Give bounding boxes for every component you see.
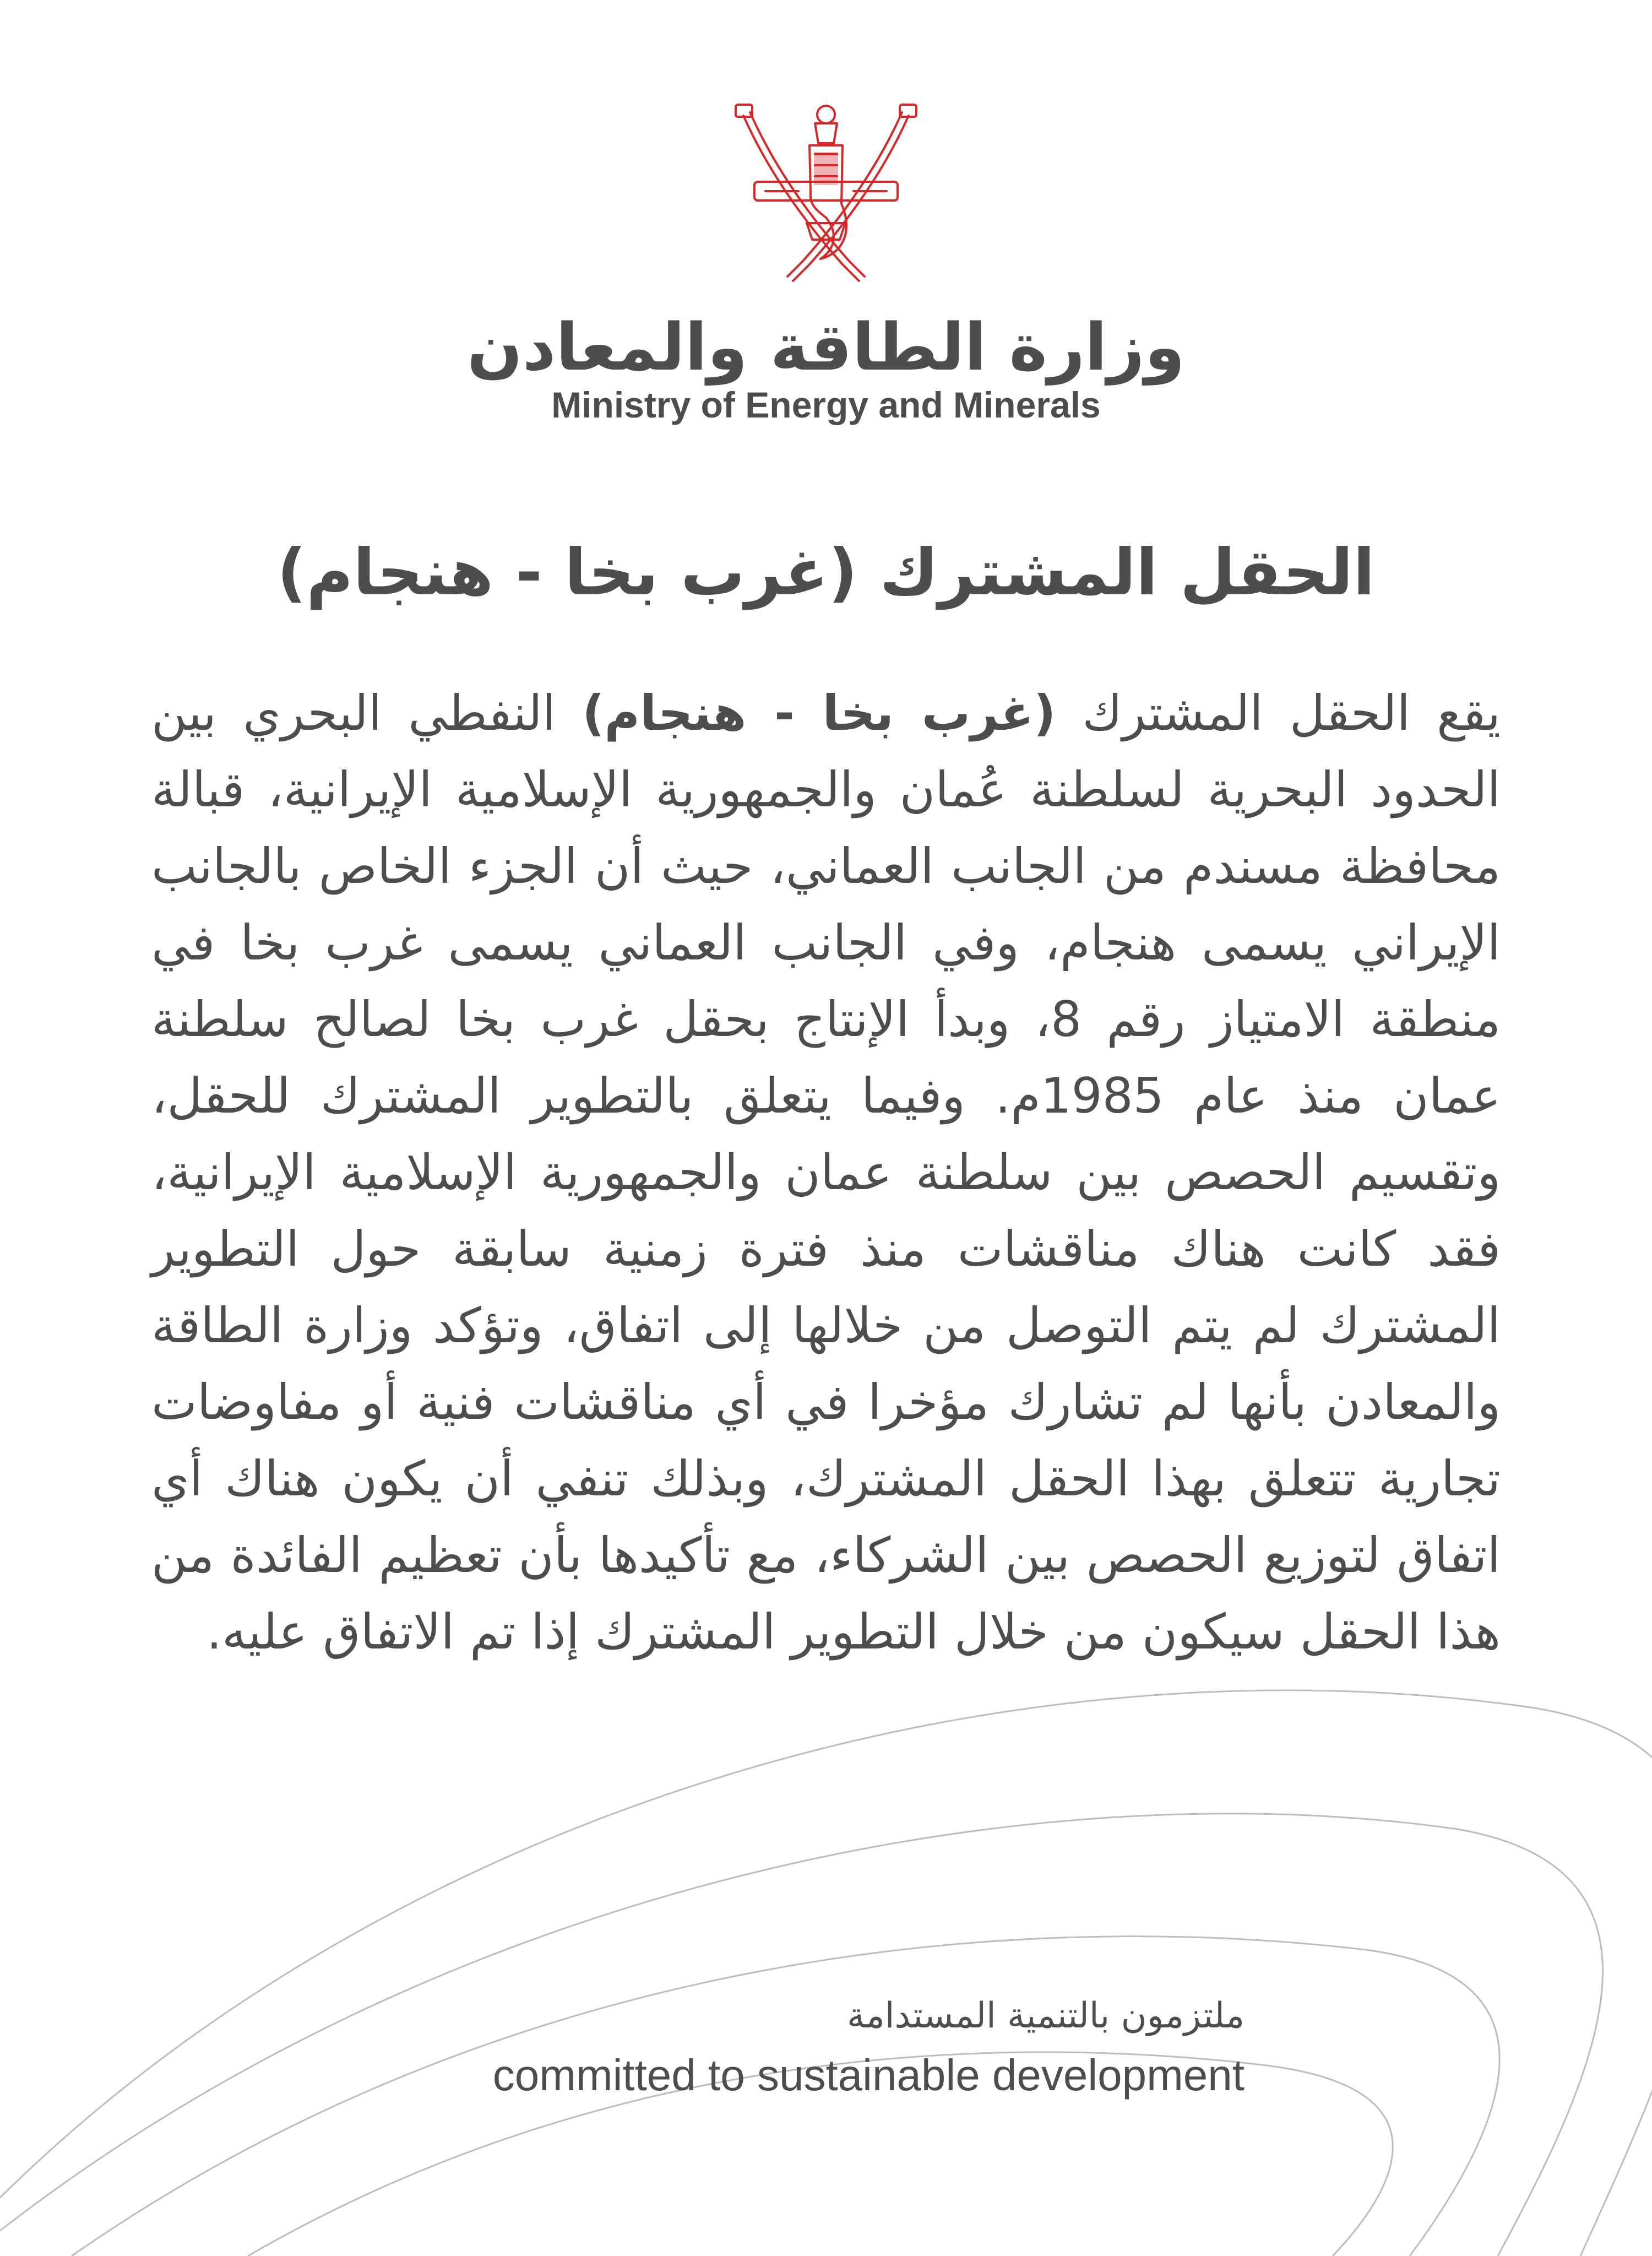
ministry-name-english: Ministry of Energy and Minerals <box>551 384 1101 425</box>
ministry-name-arabic: وزارة الطاقة والمعادن <box>467 309 1185 385</box>
oman-national-emblem-icon <box>732 99 920 297</box>
body-paragraph <box>151 675 1501 1670</box>
paragraph-intro: يقع الحقل المشترك <box>1082 685 1501 741</box>
paragraph-rest: النفطي البحري بين الحدود البحرية لسلطنة عُمان والجمهورية الإسلامية الإيرانية، قبالة محافظة مسندم من الجانب العماني، حيث أن الجزء الخاص بالجانب الإيراني يسمى هنجام، وفي الجانب العماني يسمى غرب بخا في منطقة الامتياز رقم 8، وبدأ الإنتاج بحقل غرب بخا لصالح سلطنة عمان منذ عام 1985م. وفيما يتعلق بالتطوير المشترك للحقل، وتقسيم الحصص بين سلطنة عمان والجمهورية الإسلامية الإيرانية، فقد كانت هناك مناقشات منذ فترة زمنية سابقة حول التطوير المشترك لم يتم التوصل من خلالها إلى اتفاق، وتؤكد وزارة الطاقة والمعادن بأنها لم تشارك مؤخرا في أي مناقشات فنية أو مفاوضات تجارية تتعلق بهذا الحقل المشترك، وبذلك تنفي أن يكون هناك أي اتفاق لتوزيع الحصص بين الشركاء، مع تأكيدها بأن تعظيم الفائدة من هذا الحقل سيكون من خلال التطوير المشترك إذا تم الاتفاق عليه. <box>151 685 1501 1660</box>
paragraph-field-name: (غرب بخا - هنجام) <box>582 685 1056 741</box>
slogan-english: committed to sustainable development <box>492 2051 1245 2100</box>
slogan-arabic: ملتزمون بالتنمية المستدامة <box>847 1995 1245 2036</box>
decorative-arc <box>0 1690 1652 2256</box>
page-title: الحقل المشترك (غرب بخا - هنجام) <box>277 535 1375 610</box>
